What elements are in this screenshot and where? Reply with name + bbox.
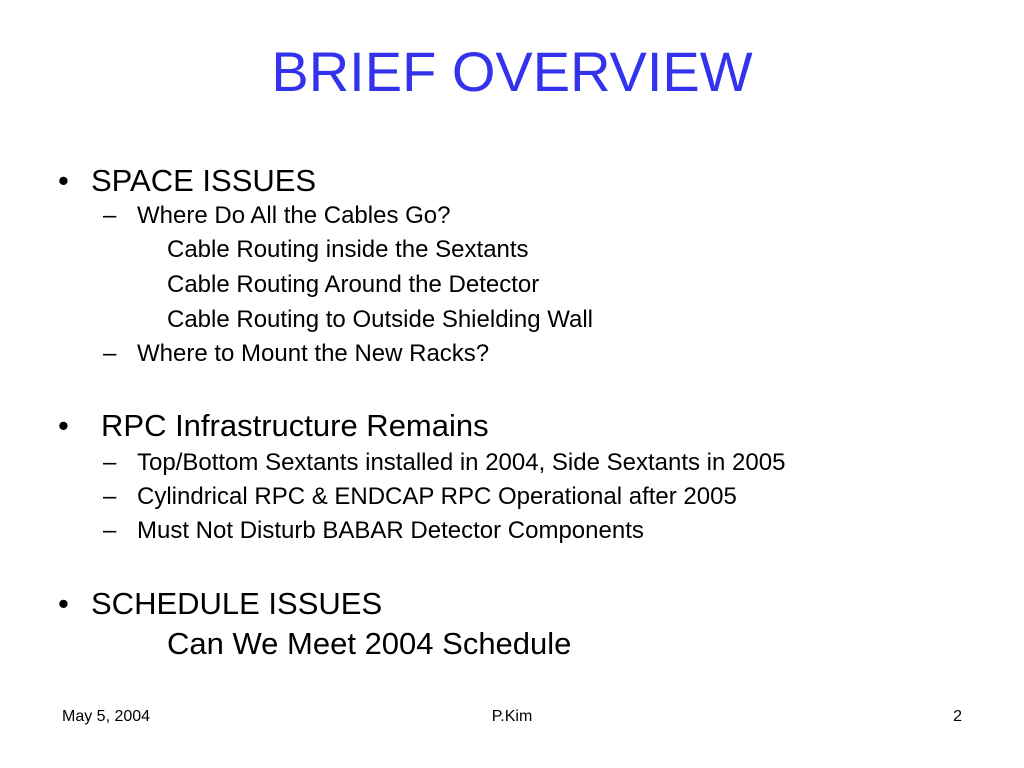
item-sextants-installed: Top/Bottom Sextants installed in 2004, Side Sextants in 2005	[137, 449, 786, 476]
section-heading-space-issues: SPACE ISSUES	[91, 163, 317, 198]
detail-cable-routing-detector: Cable Routing Around the Detector	[167, 271, 540, 298]
dash-marker: –	[103, 517, 117, 544]
item-racks: Where to Mount the New Racks?	[137, 340, 490, 367]
item-rpc-operational: Cylindrical RPC & ENDCAP RPC Operational after 2005	[137, 483, 737, 510]
bullet-marker: •	[58, 163, 69, 198]
footer-page-number: 2	[953, 708, 962, 725]
dash-marker: –	[103, 449, 117, 476]
footer-author: P.Kim	[491, 708, 533, 725]
dash-marker: –	[103, 202, 117, 229]
footer-date: May 5, 2004	[62, 708, 151, 725]
slide-title: BRIEF OVERVIEW	[271, 40, 753, 103]
dash-marker: –	[103, 483, 117, 510]
section-heading-rpc-infrastructure: RPC Infrastructure Remains	[101, 408, 489, 443]
dash-marker: –	[103, 340, 117, 367]
bullet-marker: •	[58, 586, 69, 621]
detail-cable-routing-shielding: Cable Routing to Outside Shielding Wall	[167, 306, 594, 333]
detail-cable-routing-sextants: Cable Routing inside the Sextants	[167, 236, 529, 263]
item-cables: Where Do All the Cables Go?	[137, 202, 451, 229]
bullet-marker: •	[58, 408, 69, 443]
detail-meet-schedule: Can We Meet 2004 Schedule	[167, 626, 572, 661]
section-heading-schedule-issues: SCHEDULE ISSUES	[91, 586, 383, 621]
item-babar-components: Must Not Disturb BABAR Detector Components	[137, 517, 644, 544]
